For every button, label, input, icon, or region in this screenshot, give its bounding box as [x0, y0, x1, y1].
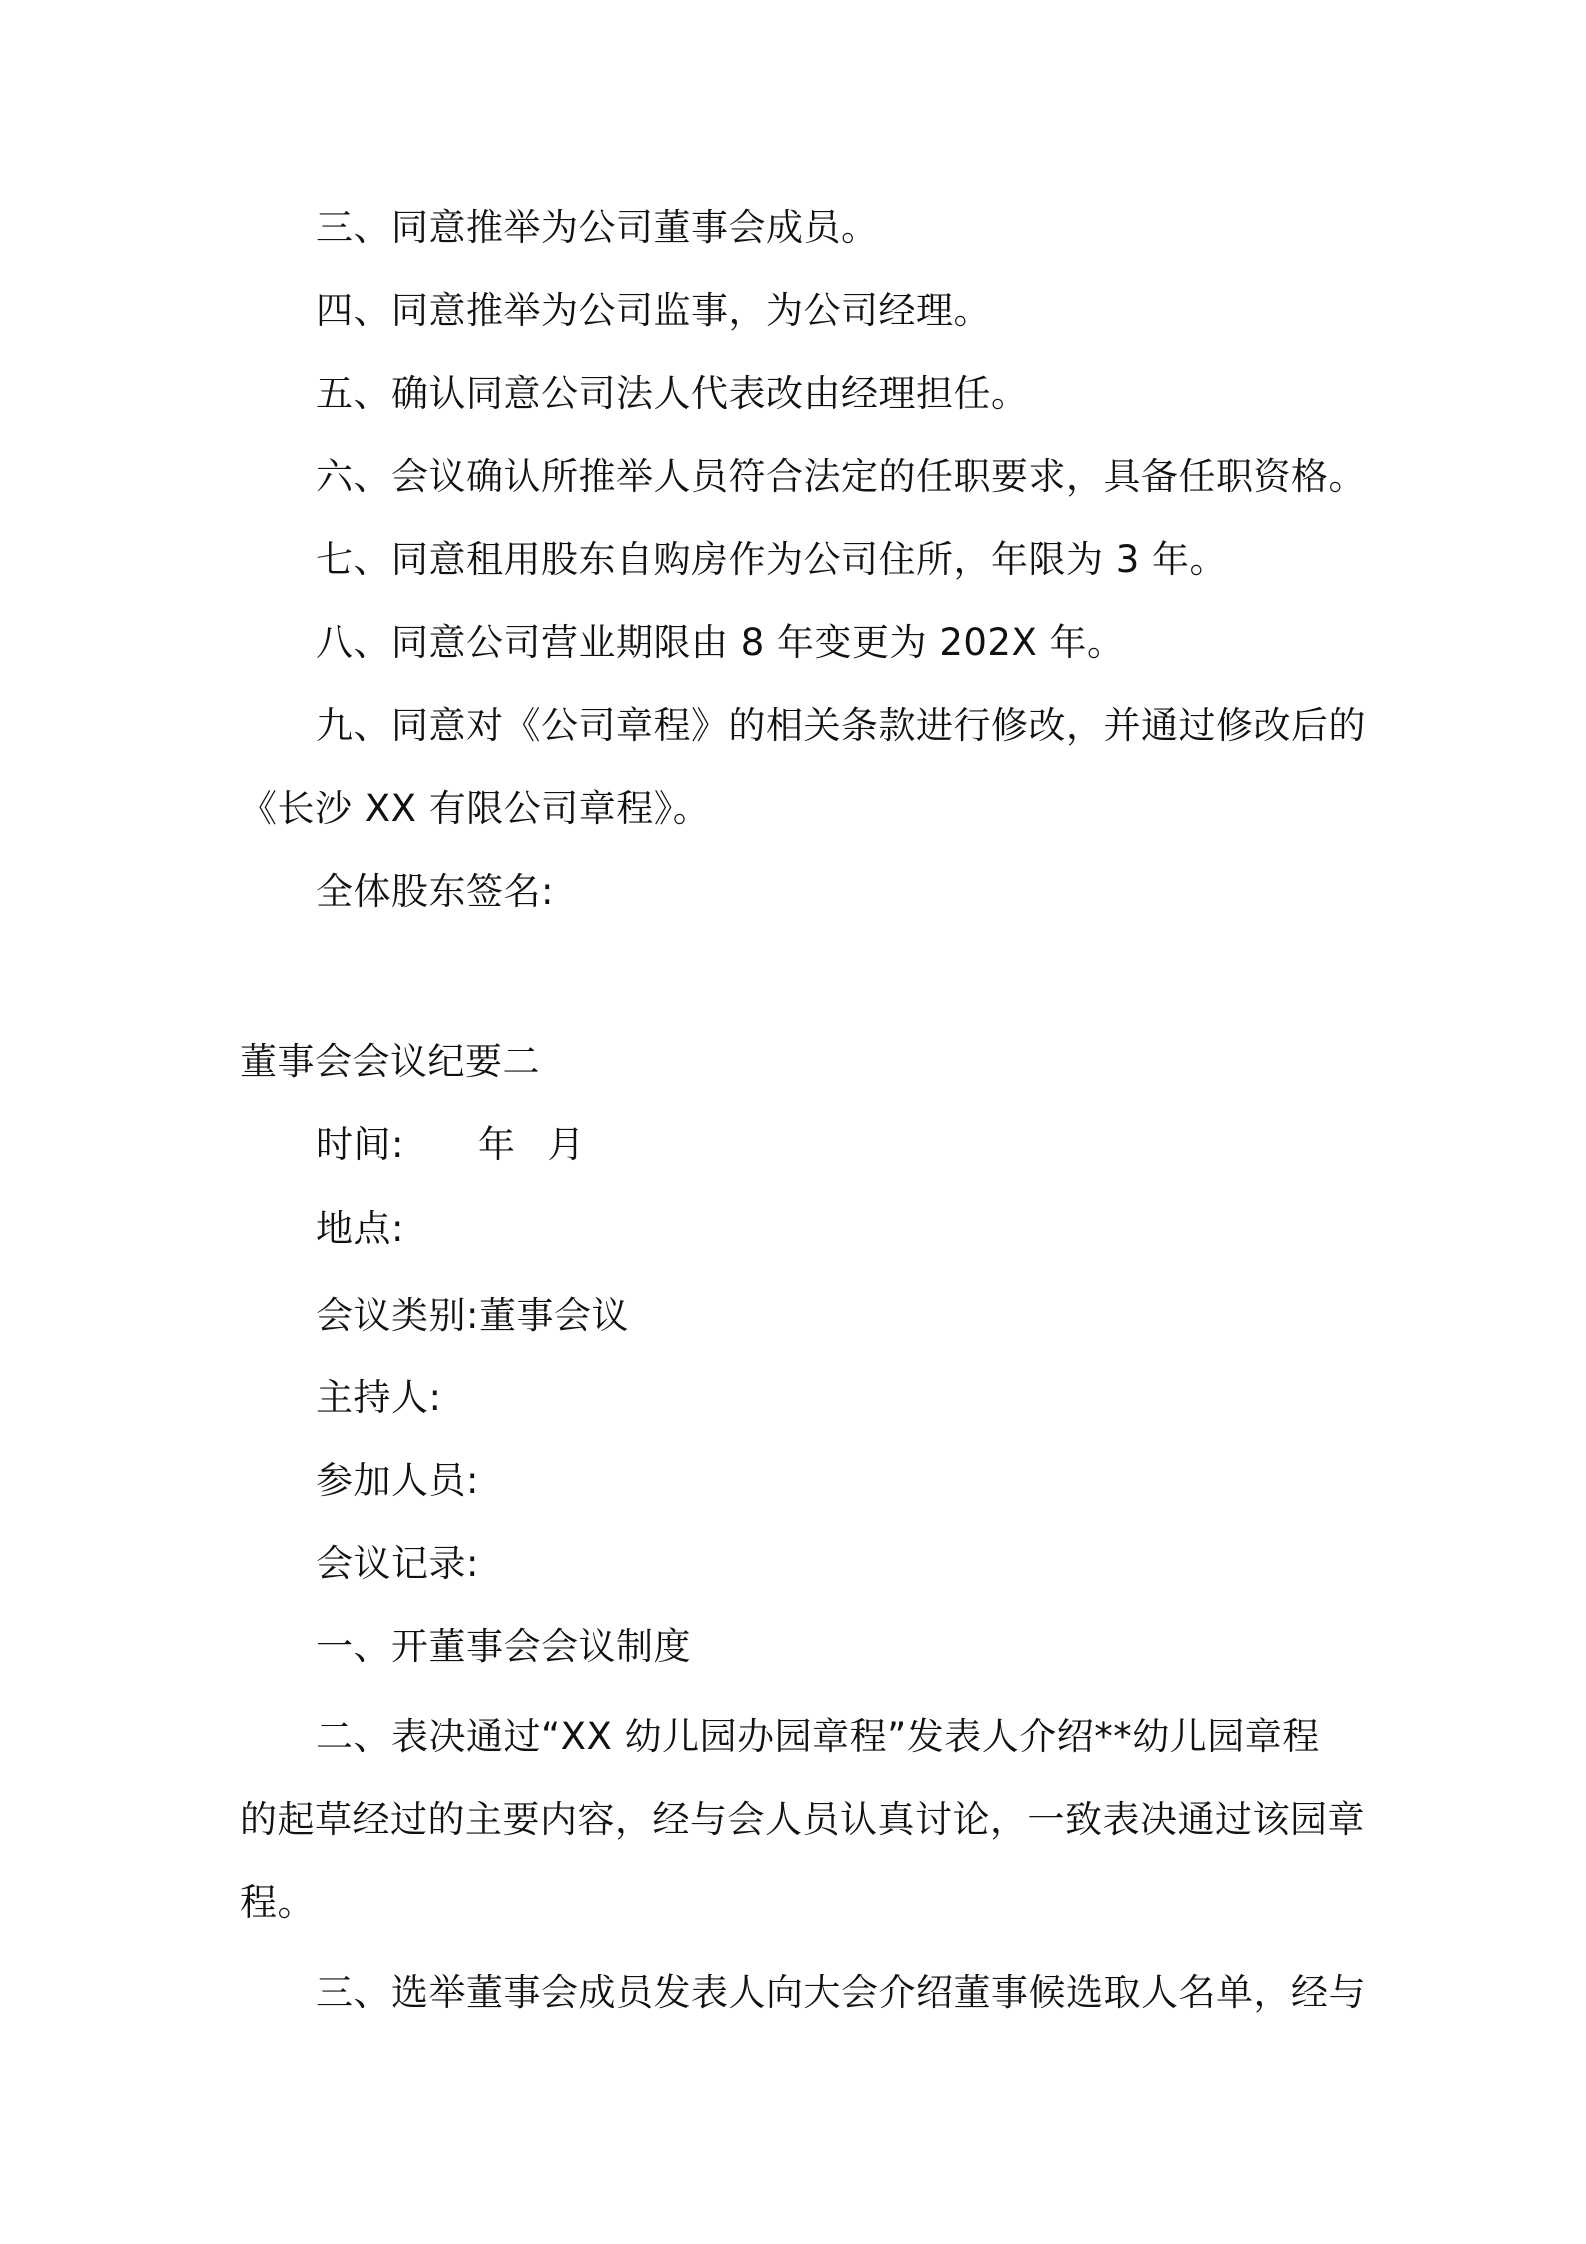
- resolution-item-8: 八、同意公司营业期限由 8 年变更为 202X 年。: [316, 621, 1125, 664]
- minutes-item-1: 一、开董事会会议制度: [316, 1625, 691, 1668]
- resolution-item-5: 五、确认同意公司法人代表改由经理担任。: [316, 372, 1029, 415]
- minutes-title: 董事会会议纪要二: [240, 1040, 540, 1083]
- minutes-item-2-line2: 的起草经过的主要内容，经与会人员认真讨论，一致表决通过该园章: [240, 1798, 1365, 1841]
- meeting-time-year: 年: [477, 1123, 516, 1166]
- resolution-item-9-line1: 九、同意对《公司章程》的相关条款进行修改，并通过修改后的: [316, 704, 1366, 747]
- meeting-location: 地点:: [316, 1207, 404, 1250]
- meeting-host: 主持人:: [316, 1376, 442, 1419]
- meeting-category: 会议类别:董事会议: [316, 1294, 629, 1337]
- resolution-item-9-line2: 《长沙 XX 有限公司章程》。: [240, 787, 711, 830]
- resolution-item-3: 三、同意推举为公司董事会成员。: [316, 206, 879, 249]
- minutes-item-2-line1: 二、表决通过“XX 幼儿园办园章程”发表人介绍**幼儿园章程: [316, 1715, 1320, 1758]
- resolution-item-6: 六、会议确认所推举人员符合法定的任职要求，具备任职资格。: [316, 455, 1366, 498]
- meeting-record: 会议记录:: [316, 1542, 479, 1585]
- meeting-attendees: 参加人员:: [316, 1459, 479, 1502]
- resolution-item-7: 七、同意租用股东自购房作为公司住所，年限为 3 年。: [316, 538, 1228, 581]
- shareholder-signature-label: 全体股东签名:: [316, 870, 554, 913]
- meeting-time: [316, 1119, 585, 1171]
- meeting-time-label: 时间:: [316, 1123, 404, 1166]
- minutes-item-2-line3: 程。: [240, 1881, 315, 1924]
- meeting-time-month: 月: [547, 1123, 585, 1166]
- resolution-item-4: 四、同意推举为公司监事，为公司经理。: [316, 289, 991, 332]
- minutes-item-3-line1: 三、选举董事会成员发表人向大会介绍董事候选取人名单，经与: [316, 1971, 1366, 2014]
